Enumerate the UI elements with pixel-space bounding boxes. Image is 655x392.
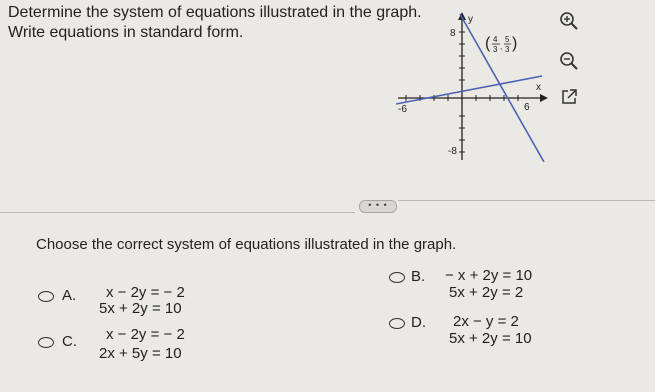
line-1 [396, 76, 542, 104]
graph [392, 12, 552, 167]
external-link-icon[interactable] [558, 86, 580, 108]
point-open-paren: ( [485, 35, 491, 52]
x-axis-arrow [540, 94, 548, 102]
point-num-y: 5 [505, 35, 510, 44]
option-a-radio[interactable] [38, 291, 54, 302]
tick-label-right: 6 [524, 102, 530, 113]
expand-ellipsis-button[interactable]: • • • [359, 200, 397, 213]
zoom-in-icon[interactable] [558, 10, 580, 32]
point-den-y: 3 [505, 45, 510, 54]
option-d-letter: D. [411, 314, 426, 331]
option-b-eq1: − x + 2y = 10 [445, 267, 533, 284]
tick-label-top: 8 [450, 28, 456, 39]
option-c-letter: C. [62, 333, 77, 350]
tick-label-left: -6 [398, 104, 407, 115]
option-c-eq2: 2x + 5y = 10 [99, 345, 182, 362]
tick-label-bottom: -8 [448, 146, 457, 157]
graph-svg [392, 12, 552, 162]
question-line-1: Determine the system of equations illustrated in the graph. [8, 4, 422, 21]
option-d-radio[interactable] [389, 318, 405, 329]
option-b-radio[interactable] [389, 272, 405, 283]
option-c-radio[interactable] [38, 337, 54, 348]
svg-text:,: , [500, 42, 503, 51]
x-axis-label: x [536, 82, 541, 93]
point-den-x: 3 [493, 45, 498, 54]
option-b-letter: B. [411, 268, 426, 285]
line-2 [460, 14, 544, 162]
y-axis-label: y [468, 14, 473, 25]
option-b-eq2: 5x + 2y = 2 [449, 284, 524, 301]
option-c-eq1: x − 2y = − 2 [106, 326, 185, 343]
zoom-out-icon[interactable] [558, 50, 580, 72]
section-divider-right [398, 200, 655, 201]
section-divider-left [0, 212, 355, 213]
option-d-eq1: 2x − y = 2 [453, 313, 519, 330]
option-a-eq2: 5x + 2y = 10 [99, 300, 182, 317]
question-line-2: Write equations in standard form. [8, 24, 244, 41]
option-a-eq1: x − 2y = − 2 [106, 284, 185, 301]
point-close-paren: ) [512, 35, 518, 52]
option-a-letter: A. [62, 287, 77, 304]
answer-prompt: Choose the correct system of equations illustrated in the graph. [36, 236, 457, 253]
option-d-eq2: 5x + 2y = 10 [449, 330, 532, 347]
point-num-x: 4 [493, 35, 498, 44]
